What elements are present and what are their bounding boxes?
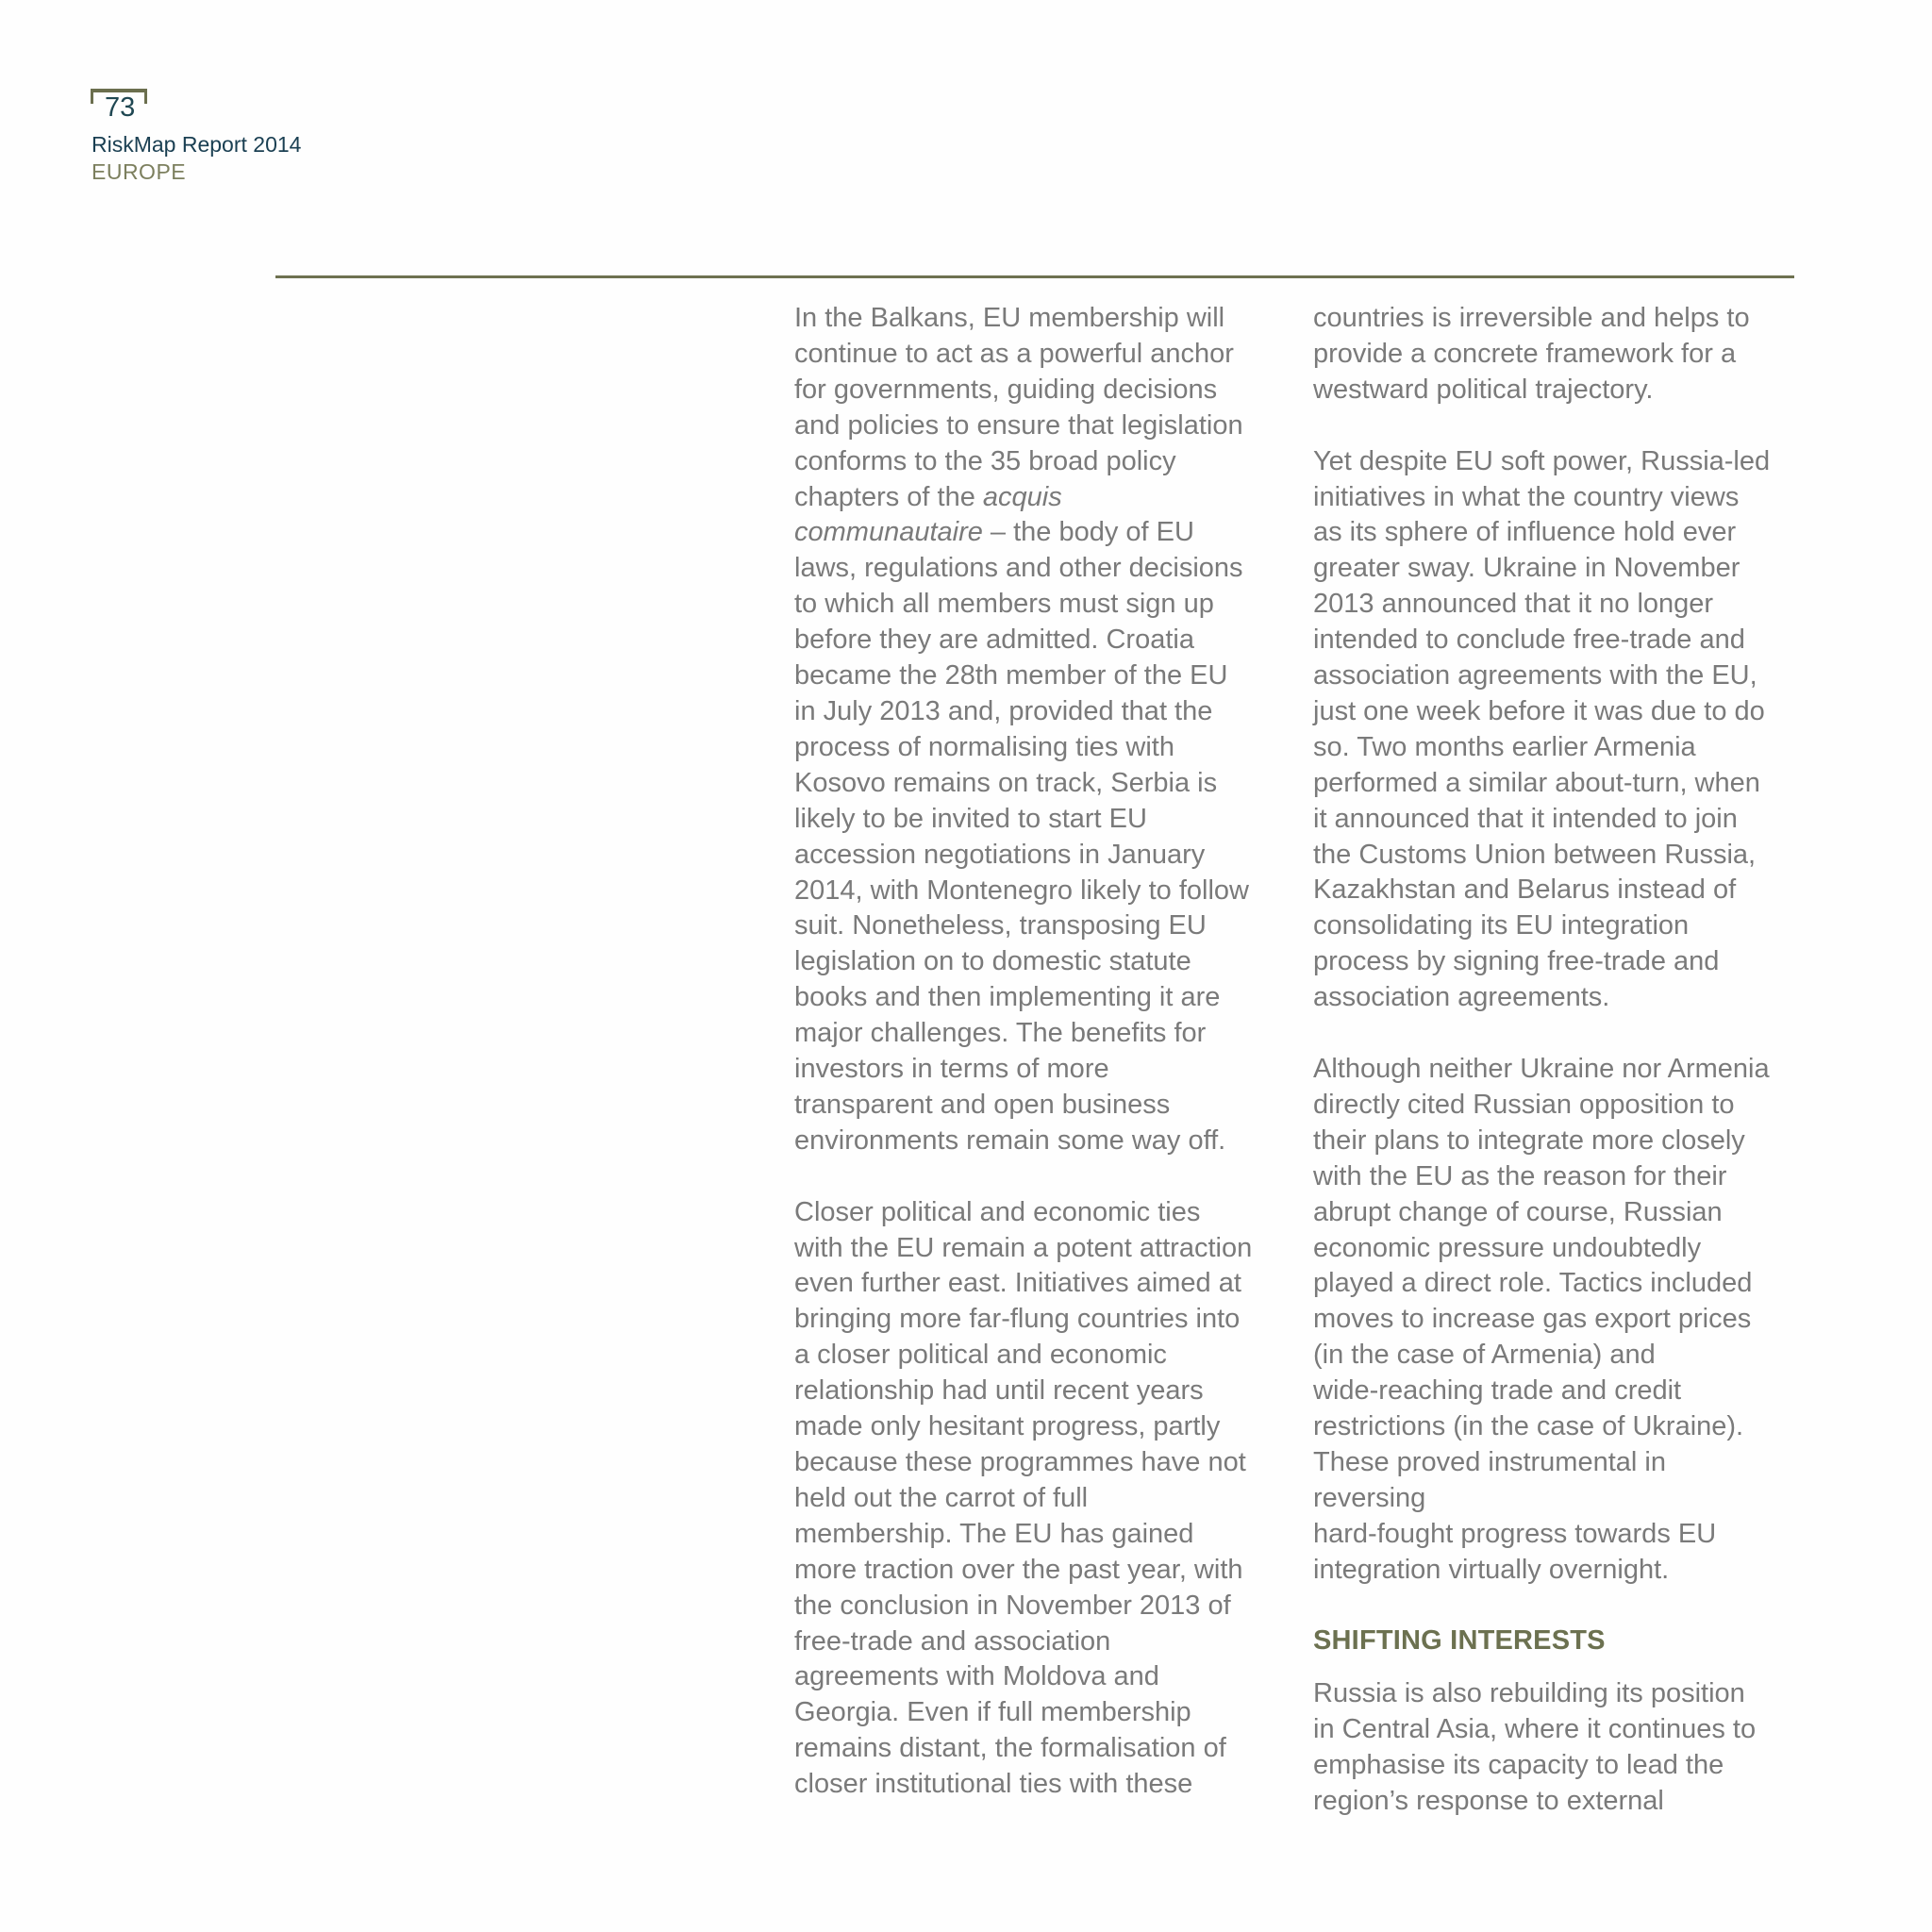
italic-term: acquis communautaire (794, 481, 1062, 548)
paragraph-text: – the body of EU laws, regulations and other decisions to which all members must sign up before they are admitted. Croatia became the 28th member of the EU in July 2013 and, provided that the process of normalising ties with Kosovo remains on track, Serbia is likely to be invited to start EU accession negotiations in January 2014, with Montenegro likely to follow suit. Nonetheless, transposing EU legislation on to domestic statute books and then implementing it are major challenges. The benefits for investors in terms of more transparent and open business environments remain some way off. (794, 517, 1249, 1156)
paragraph-russia-initiatives: Yet despite EU soft power, Russia-led initiatives in what the country views as its sphere of influence hold ever greater sway. Ukraine in November 2013 announced that it no longer intended to conclude free-trade and association agreements with the EU, just one week before it was due to do so. Two months earlier Armenia performed a similar about-turn, when it announced that it intended to join the Customs Union between Russia, Kazakhstan and Belarus instead of consolidating its EU integration process by signing free-trade and association agreements. (1313, 445, 1771, 1013)
page-number: 73 (105, 92, 136, 123)
paragraph-central-asia: Russia is also rebuilding its position in Central Asia, where it continues to emphasise its capacity to lead the region’s response to external (1313, 1678, 1757, 1817)
paragraph-balkans (794, 301, 1266, 1159)
section-heading: SHIFTING INTERESTS (1313, 1625, 1606, 1657)
section-name: EUROPE (92, 159, 187, 184)
paragraph-russian-pressure: Although neither Ukraine nor Armenia directly cited Russian opposition to their plans to integrate more closely with the EU as the reason for their abrupt change of course, Russian economic pressure undoubtedly played a direct role. Tactics included moves to increase gas export prices (in the case of Armenia) and wide-reaching trade and credit restrictions (in the case of Ukraine). These proved instrumental in reversing hard-fought progress towards EU integration virtually overnight. (1313, 1054, 1770, 1585)
section-divider (275, 275, 1794, 278)
left-text-column (794, 301, 1266, 1803)
paragraph-continuation: countries is irreversible and helps to provide a concrete framework for a westward political trajectory. (1313, 303, 1750, 405)
paragraph-text: In the Balkans, EU membership will continue to act as a powerful anchor for governments, guiding decisions and policies to ensure that legislation conforms to the 35 broad policy chapters of the (794, 303, 1243, 512)
paragraph-eastern-ties: Closer political and economic ties with the EU remain a potent attraction even further east. Initiatives aimed at bringing more far-flung countries into a closer political and economic relationship had until recent years made only hesitant progress, partly because these programmes have not held out the carrot of full membership. The EU has gained more traction over the past year, with the conclusion in November 2013 of free-trade and association agreements with Moldova and Georgia. Even if full membership remains distant, the formalisation of closer institutional ties with these (794, 1196, 1253, 1800)
right-text-column (1313, 301, 1785, 1820)
report-title: RiskMap Report 2014 (92, 132, 302, 157)
